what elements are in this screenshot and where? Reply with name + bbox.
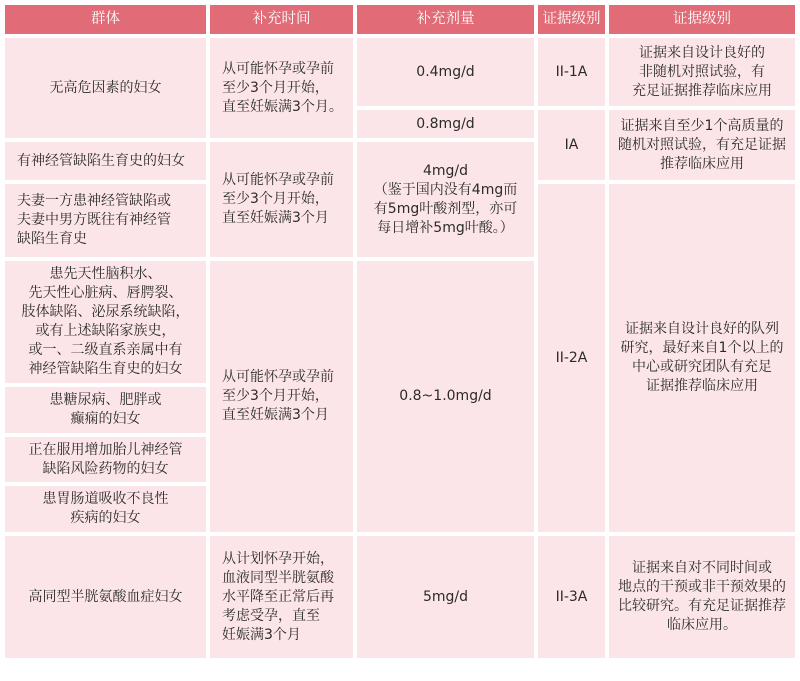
group-no-risk: 无高危因素的妇女 [5,38,206,138]
evidence-1: 证据来自设计良好的 非随机对照试验，有 充足证据推荐临床应用 [609,38,795,106]
header-dosage: 补充剂量 [357,5,534,34]
dosage-4: 0.8~1.0mg/d [357,261,534,532]
timing-4: 从计划怀孕开始， 血液同型半胱氨酸 水平降至正常后再 考虑受孕，直至 妊娠满3个月 [210,536,353,658]
header-timing: 补充时间 [210,5,353,34]
dosage-5: 5mg/d [357,536,534,658]
evidence-3: 证据来自设计良好的队列 研究，最好来自1个以上的 中心或研究团队有充足 证据推荐临床应用 [609,184,795,532]
group-congenital: 患先天性脑积水、 先天性心脏病、唇腭裂、 肢体缺陷、泌尿系统缺陷， 或有上述缺陷家族史， 或一、二级直系亲属中有 神经管缺陷生育史的妇女 [5,261,206,383]
group-diabetes: 患糖尿病、肥胖或 癫痫的妇女 [5,387,206,433]
evidence-4: 证据来自对不同时间或 地点的干预或非干预效果的 比较研究。有充足证据推荐 临床应用。 [609,536,795,658]
timing-1: 从可能怀孕或孕前 至少3个月开始， 直至妊娠满3个月。 [210,38,353,138]
group-couple-ntd: 夫妻一方患神经管缺陷或 夫妻中男方既往有神经管 缺陷生育史 [5,184,206,257]
level-2: IA [538,110,605,180]
group-drugs: 正在服用增加胎儿神经管 缺陷风险药物的妇女 [5,437,206,482]
level-1: II-1A [538,38,605,106]
level-4: II-3A [538,536,605,658]
level-3: II-2A [538,184,605,532]
dosage-1: 0.4mg/d [357,38,534,106]
timing-3: 从可能怀孕或孕前 至少3个月开始， 直至妊娠满3个月 [210,261,353,532]
group-ntd-history: 有神经管缺陷生育史的妇女 [5,142,206,180]
dosage-3: 4mg/d （鉴于国内没有4mg而 有5mg叶酸剂型，亦可 每日增补5mg叶酸。） [357,142,534,257]
group-gi: 患胃肠道吸收不良性 疾病的妇女 [5,486,206,532]
dosage-2: 0.8mg/d [357,110,534,138]
header-group: 群体 [5,5,206,34]
evidence-2: 证据来自至少1个高质量的 随机对照试验，有充足证据 推荐临床应用 [609,110,795,180]
group-hhcy: 高同型半胱氨酸血症妇女 [5,536,206,658]
header-level: 证据级别 [538,5,605,34]
header-evidence: 证据级别 [609,5,795,34]
timing-2: 从可能怀孕或孕前 至少3个月开始， 直至妊娠满3个月 [210,142,353,257]
